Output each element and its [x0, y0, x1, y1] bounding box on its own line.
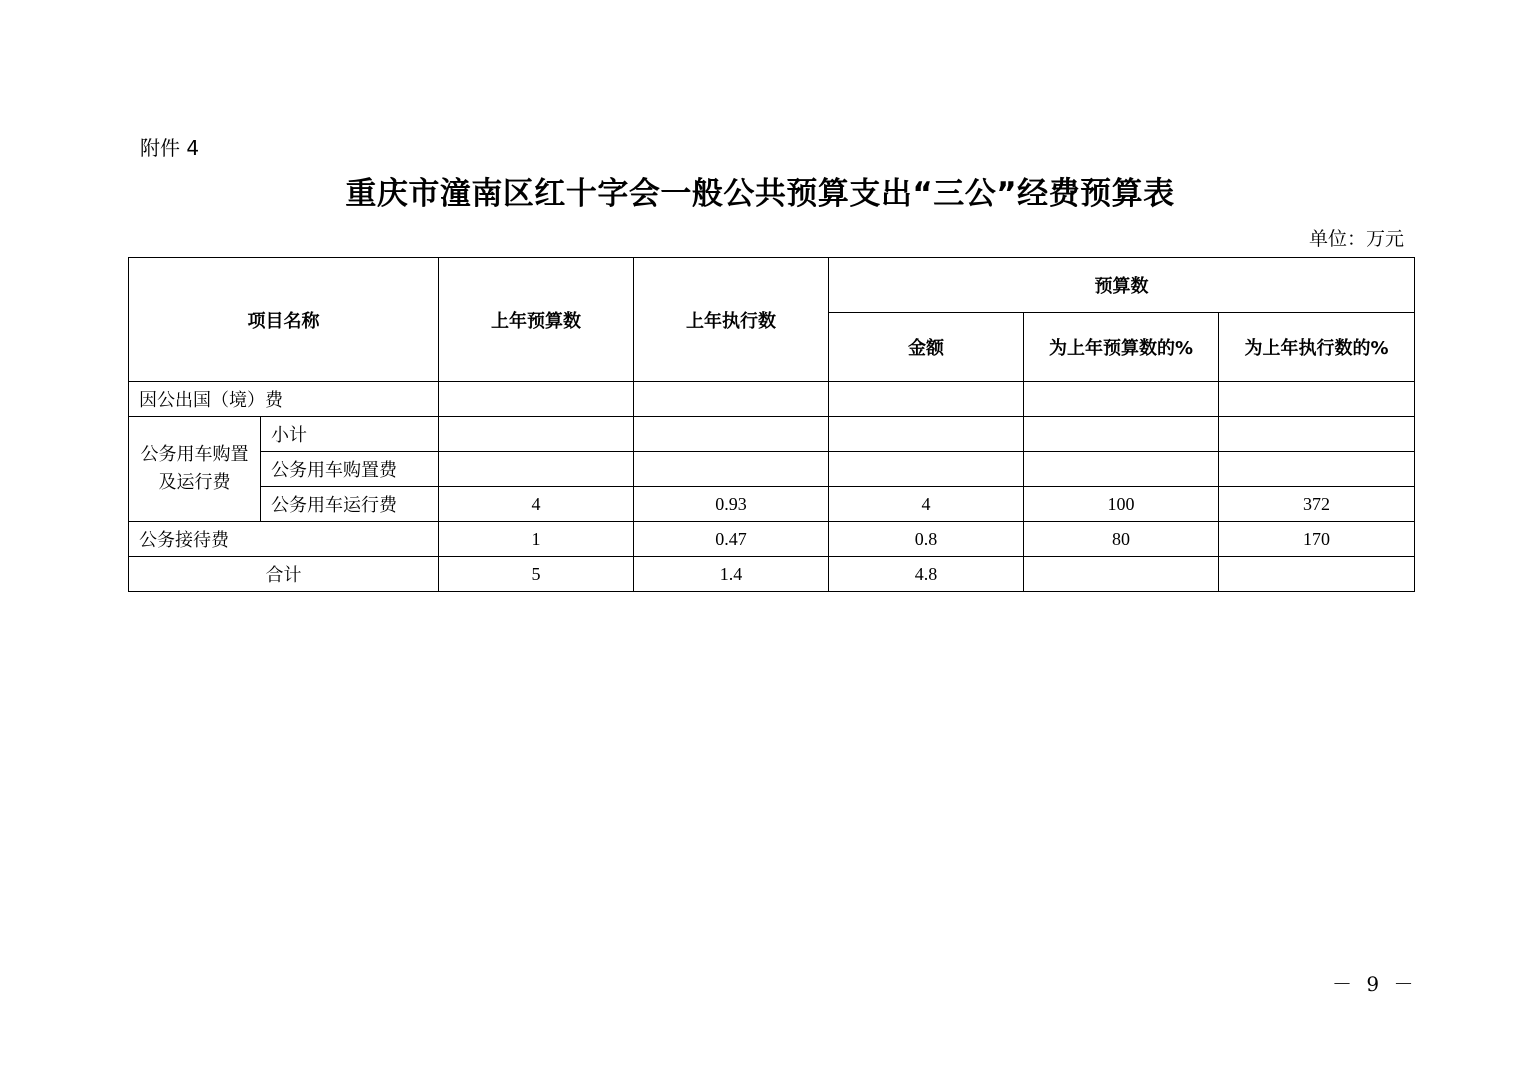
cell-amount: 4 — [829, 487, 1024, 522]
table-row-reception — [129, 522, 1415, 557]
header-item-name: 项目名称 — [129, 258, 439, 382]
cell-last-year-executed — [634, 417, 829, 452]
cell-pct-of-last-executed — [1219, 417, 1415, 452]
cell-amount: 4.8 — [829, 557, 1024, 592]
cell-pct-of-last-executed — [1219, 557, 1415, 592]
row-label: 合计 — [129, 557, 439, 592]
row-label: 因公出国（境）费 — [129, 382, 439, 417]
table-row-vehicle-subtotal — [129, 417, 1415, 452]
cell-pct-of-last-executed — [1219, 382, 1415, 417]
cell-pct-of-last-budget — [1024, 417, 1219, 452]
header-budget-group: 预算数 — [829, 258, 1415, 313]
cell-pct-of-last-budget: 100 — [1024, 487, 1219, 522]
cell-last-year-budget — [439, 452, 634, 487]
cell-pct-of-last-budget — [1024, 382, 1219, 417]
attachment-label: 附件 4 — [140, 136, 200, 160]
table-row-overseas — [129, 382, 1415, 417]
table-row-vehicle-operation — [129, 487, 1415, 522]
row-label: 公务用车运行费 — [261, 487, 439, 522]
cell-last-year-executed: 1.4 — [634, 557, 829, 592]
cell-last-year-budget: 1 — [439, 522, 634, 557]
header-pct-of-last-budget: 为上年预算数的% — [1024, 313, 1219, 382]
header-last-year-budget: 上年预算数 — [439, 258, 634, 382]
cell-last-year-executed: 0.47 — [634, 522, 829, 557]
cell-last-year-executed — [634, 452, 829, 487]
header-pct-of-last-executed: 为上年执行数的% — [1219, 313, 1415, 382]
cell-pct-of-last-executed: 372 — [1219, 487, 1415, 522]
budget-table — [128, 257, 1415, 592]
cell-pct-of-last-budget — [1024, 557, 1219, 592]
row-label: 小计 — [261, 417, 439, 452]
header-row-1 — [129, 258, 1415, 313]
cell-last-year-budget: 5 — [439, 557, 634, 592]
unit-label: 单位：万元 — [1308, 228, 1404, 250]
cell-amount — [829, 417, 1024, 452]
cell-pct-of-last-executed: 170 — [1219, 522, 1415, 557]
cell-amount — [829, 382, 1024, 417]
cell-last-year-executed: 0.93 — [634, 487, 829, 522]
page-title: 重庆市潼南区红十字会一般公共预算支出“三公”经费预算表 — [345, 176, 1175, 212]
row-label: 公务用车购置费 — [261, 452, 439, 487]
cell-pct-of-last-budget: 80 — [1024, 522, 1219, 557]
table-row-total — [129, 557, 1415, 592]
vehicle-group-label: 公务用车购置及运行费 — [129, 417, 261, 522]
header-last-year-executed: 上年执行数 — [634, 258, 829, 382]
cell-last-year-budget — [439, 417, 634, 452]
header-amount: 金额 — [829, 313, 1024, 382]
cell-pct-of-last-budget — [1024, 452, 1219, 487]
page-number: － 9 － — [1332, 972, 1418, 996]
cell-last-year-budget — [439, 382, 634, 417]
cell-last-year-budget: 4 — [439, 487, 634, 522]
cell-amount: 0.8 — [829, 522, 1024, 557]
cell-last-year-executed — [634, 382, 829, 417]
table-row-vehicle-purchase — [129, 452, 1415, 487]
cell-amount — [829, 452, 1024, 487]
cell-pct-of-last-executed — [1219, 452, 1415, 487]
row-label: 公务接待费 — [129, 522, 439, 557]
